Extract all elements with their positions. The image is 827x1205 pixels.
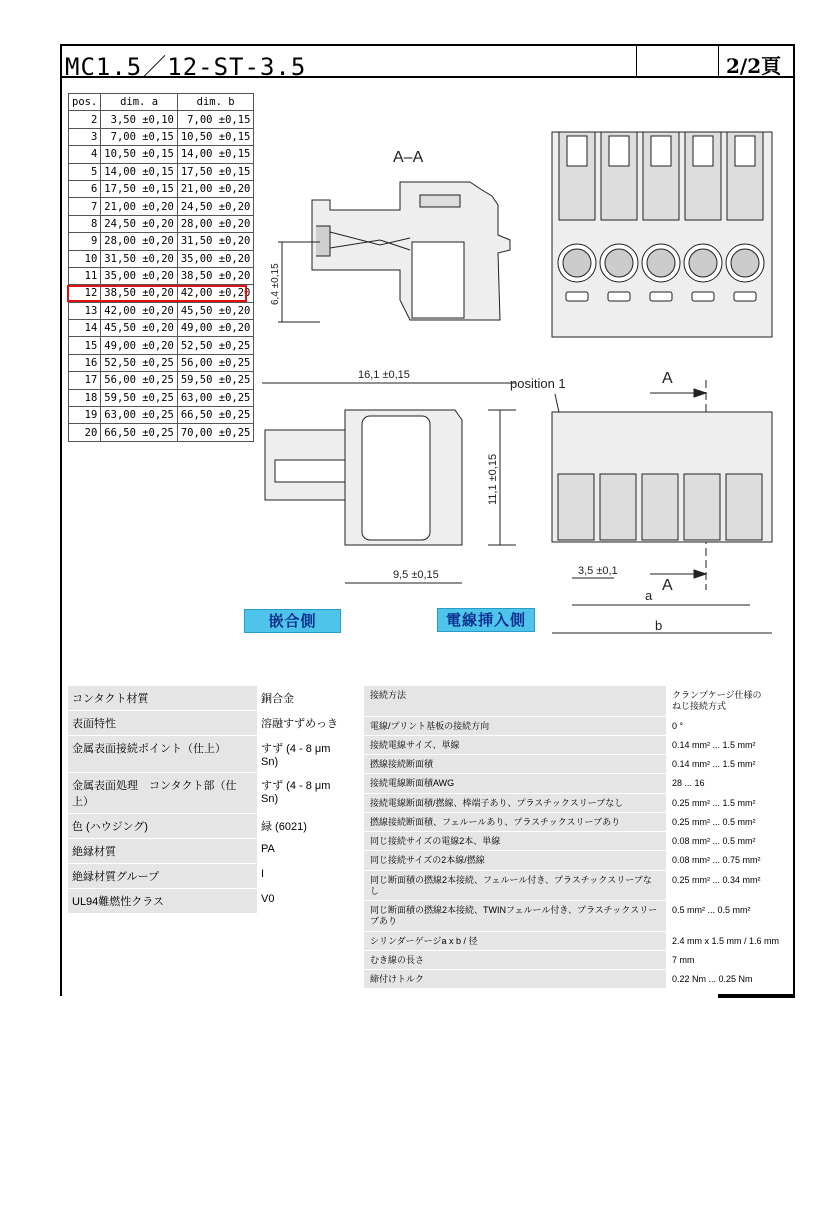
- spec-label: 同じ断面積の撚線2本接続、フェルール付き、プラスチックスリーブなし: [364, 870, 666, 901]
- table-cell: 15: [69, 337, 101, 354]
- table-cell: 4: [69, 146, 101, 163]
- spec-row: [364, 870, 788, 901]
- table-cell: 66,50 ±0,25: [177, 407, 254, 424]
- spec-label: 接続電線断面積/撚線、棒端子あり、プラスチックスリーブなし: [364, 793, 666, 812]
- spec-value: 2.4 mm x 1.5 mm / 1.6 mm: [666, 931, 788, 950]
- table-row: [69, 180, 254, 197]
- spec-value: 0 °: [666, 716, 788, 735]
- section-view: [270, 149, 510, 322]
- spec-value: I: [257, 864, 354, 889]
- spec-value: 0.22 Nm ... 0.25 Nm: [666, 970, 788, 989]
- table-row: [69, 302, 254, 319]
- length-dim: 16,1 ±0,15: [358, 369, 410, 381]
- table-cell: 28,00 ±0,20: [101, 233, 178, 250]
- spec-row: [364, 755, 788, 774]
- connection-spec-table: [364, 686, 788, 989]
- table-cell: 20: [69, 424, 101, 441]
- spec-label: むき線の長さ: [364, 950, 666, 969]
- table-cell: 24,50 ±0,20: [177, 198, 254, 215]
- spec-row: [364, 970, 788, 989]
- table-cell: 19: [69, 407, 101, 424]
- table-cell: 8: [69, 215, 101, 232]
- table-cell: 52,50 ±0,25: [101, 354, 178, 371]
- table-cell: 31,50 ±0,20: [101, 250, 178, 267]
- frame-left-rule: [60, 44, 62, 996]
- table-cell: 11: [69, 267, 101, 284]
- table-cell: 21,00 ±0,20: [101, 198, 178, 215]
- spec-row: [364, 901, 788, 932]
- table-row: [69, 233, 254, 250]
- spec-label: 電線/プリント基板の接続方向: [364, 716, 666, 735]
- table-cell: 66,50 ±0,25: [101, 424, 178, 441]
- table-cell: 63,00 ±0,25: [101, 407, 178, 424]
- table-cell: 38,50 ±0,20: [177, 267, 254, 284]
- table-cell: 35,00 ±0,20: [177, 250, 254, 267]
- front-view: [552, 132, 772, 337]
- technical-drawing: [250, 120, 795, 640]
- table-cell: 14,00 ±0,15: [101, 163, 178, 180]
- table-cell: 63,00 ±0,25: [177, 389, 254, 406]
- spec-value: クランプケージ仕様の ねじ接続方式: [666, 686, 788, 716]
- spec-value: 7 mm: [666, 950, 788, 969]
- spec-label: 金属表面処理 コンタクト部（仕上）: [68, 773, 257, 814]
- spec-label: 表面特性: [68, 711, 257, 736]
- spec-row: [364, 716, 788, 735]
- header-separator: [636, 44, 637, 78]
- spec-label: シリンダーゲージa x b / 径: [364, 931, 666, 950]
- spec-row: [68, 864, 354, 889]
- height-dim: 11,1 ±0,15: [487, 453, 499, 505]
- spec-row: [364, 774, 788, 793]
- table-row: [69, 354, 254, 371]
- spec-label: 接続電線断面積AWG: [364, 774, 666, 793]
- spec-row: [68, 839, 354, 864]
- column-header: dim. b: [177, 94, 254, 111]
- plan-view: [510, 370, 772, 633]
- spec-row: [364, 686, 788, 716]
- table-cell: 10,50 ±0,15: [177, 128, 254, 145]
- frame-top-rule: [60, 44, 795, 46]
- table-row: [69, 337, 254, 354]
- pitch-dim: 3,5 ±0,1: [578, 565, 618, 577]
- column-header: dim. a: [101, 94, 178, 111]
- spec-row: [364, 793, 788, 812]
- table-cell: 38,50 ±0,20: [101, 285, 178, 302]
- table-row: [69, 215, 254, 232]
- dim-a-label: a: [645, 588, 653, 603]
- side-view: [262, 369, 516, 583]
- spec-label: 同じ接続サイズの2本線/撚線: [364, 851, 666, 870]
- table-cell: 31,50 ±0,20: [177, 233, 254, 250]
- mating-side-button[interactable]: 嵌合側: [244, 609, 341, 633]
- spec-label: 接続方法: [364, 686, 666, 716]
- table-cell: 6: [69, 180, 101, 197]
- table-cell: 5: [69, 163, 101, 180]
- spec-row: [364, 812, 788, 831]
- table-cell: 59,50 ±0,25: [177, 372, 254, 389]
- spec-label: 金属表面接続ポイント（仕上）: [68, 736, 257, 773]
- table-cell: 13: [69, 302, 101, 319]
- position-label: position 1: [510, 376, 566, 391]
- section-label: A–A: [393, 149, 424, 166]
- spec-value: 0.5 mm² ... 0.5 mm²: [666, 901, 788, 932]
- table-cell: 42,00 ±0,20: [177, 285, 254, 302]
- table-cell: 9: [69, 233, 101, 250]
- table-cell: 3: [69, 128, 101, 145]
- spec-row: [68, 889, 354, 914]
- table-cell: 7,00 ±0,15: [101, 128, 178, 145]
- spec-row: [68, 773, 354, 814]
- dimension-table-body: [69, 111, 254, 441]
- spec-row: [364, 851, 788, 870]
- cut-label-bottom: A: [662, 577, 673, 594]
- table-cell: 45,50 ±0,20: [101, 320, 178, 337]
- dim-b-label: b: [655, 618, 663, 633]
- table-cell: 17: [69, 372, 101, 389]
- table-cell: 70,00 ±0,25: [177, 424, 254, 441]
- table-cell: 52,50 ±0,25: [177, 337, 254, 354]
- spec-label: 絶縁材質: [68, 839, 257, 864]
- page-indicator: 2/2頁: [726, 54, 782, 78]
- spec-label: 撚線接続断面積: [364, 755, 666, 774]
- table-row: [69, 250, 254, 267]
- spec-row: [68, 711, 354, 736]
- table-row: [69, 146, 254, 163]
- spec-row: [364, 735, 788, 754]
- spec-value: 緑 (6021): [257, 814, 354, 839]
- spec-value: PA: [257, 839, 354, 864]
- table-cell: 12: [69, 285, 101, 302]
- spec-row: [68, 686, 354, 711]
- spec-value: 0.14 mm² ... 1.5 mm²: [666, 735, 788, 754]
- table-cell: 56,00 ±0,25: [101, 372, 178, 389]
- depth-dim: 9,5 ±0,15: [393, 569, 439, 581]
- dimension-table: [68, 93, 254, 442]
- table-cell: 3,50 ±0,10: [101, 111, 178, 128]
- spec-label: 絶縁材質グループ: [68, 864, 257, 889]
- spec-label: UL94難燃性クラス: [68, 889, 257, 914]
- spec-value: 溶融すずめっき: [257, 711, 354, 736]
- spec-value: V0: [257, 889, 354, 914]
- table-row: [69, 372, 254, 389]
- table-cell: 2: [69, 111, 101, 128]
- spec-value: すず (4 - 8 μm Sn): [257, 773, 354, 814]
- spec-row: [364, 950, 788, 969]
- spec-value: 銅合金: [257, 686, 354, 711]
- spec-row: [364, 832, 788, 851]
- table-row: [69, 424, 254, 441]
- table-cell: 24,50 ±0,20: [101, 215, 178, 232]
- material-spec-table: [68, 686, 354, 914]
- table-cell: 45,50 ±0,20: [177, 302, 254, 319]
- table-cell: 18: [69, 389, 101, 406]
- table-cell: 21,00 ±0,20: [177, 180, 254, 197]
- table-cell: 28,00 ±0,20: [177, 215, 254, 232]
- spec-row: [68, 736, 354, 773]
- spec-label: 接続電線サイズ、単線: [364, 735, 666, 754]
- spec-value: すず (4 - 8 μm Sn): [257, 736, 354, 773]
- table-cell: 49,00 ±0,20: [177, 320, 254, 337]
- table-cell: 59,50 ±0,25: [101, 389, 178, 406]
- spec-value: 0.25 mm² ... 0.34 mm²: [666, 870, 788, 901]
- table-row: [69, 111, 254, 128]
- table-cell: 17,50 ±0,15: [101, 180, 178, 197]
- spec-label: 同じ断面積の撚線2本接続、TWINフェルール付き、プラスチックスリーブあり: [364, 901, 666, 932]
- table-row: [69, 267, 254, 284]
- table-row: [69, 407, 254, 424]
- table-row: [69, 320, 254, 337]
- spec-row: [364, 931, 788, 950]
- table-row: [69, 128, 254, 145]
- spec-value: 0.08 mm² ... 0.75 mm²: [666, 851, 788, 870]
- table-cell: 7,00 ±0,15: [177, 111, 254, 128]
- spec-label: コンタクト材質: [68, 686, 257, 711]
- column-header: pos.: [69, 94, 101, 111]
- spec-row: [68, 814, 354, 839]
- spec-value: 0.25 mm² ... 0.5 mm²: [666, 812, 788, 831]
- table-cell: 14: [69, 320, 101, 337]
- table-cell: 17,50 ±0,15: [177, 163, 254, 180]
- table-row: [69, 389, 254, 406]
- table-cell: 10,50 ±0,15: [101, 146, 178, 163]
- spec-label: 色 (ハウジング): [68, 814, 257, 839]
- table-cell: 42,00 ±0,20: [101, 302, 178, 319]
- header-separator: [718, 44, 719, 78]
- table-cell: 49,00 ±0,20: [101, 337, 178, 354]
- section-height-dim: 6,4 ±0,15: [270, 263, 281, 305]
- spec-value: 0.14 mm² ... 1.5 mm²: [666, 755, 788, 774]
- spec-label: 同じ接続サイズの電線2本、単線: [364, 832, 666, 851]
- highlight-row-marker: [67, 285, 247, 302]
- table-row: [69, 163, 254, 180]
- spec-value: 28 ... 16: [666, 774, 788, 793]
- table-cell: 16: [69, 354, 101, 371]
- table-row: [69, 198, 254, 215]
- spec-value: 0.08 mm² ... 0.5 mm²: [666, 832, 788, 851]
- table-cell: 7: [69, 198, 101, 215]
- spec-label: 撚線接続断面積、フェルールあり、プラスチックスリーブあり: [364, 812, 666, 831]
- wire-entry-side-button[interactable]: 電線挿入側: [437, 608, 535, 632]
- spec-label: 締付けトルク: [364, 970, 666, 989]
- cut-label-top: A: [662, 370, 673, 387]
- table-cell: 10: [69, 250, 101, 267]
- part-number-title: MC1.5／12-ST-3.5: [65, 53, 307, 81]
- table-cell: 35,00 ±0,20: [101, 267, 178, 284]
- frame-bottom-mark: [718, 994, 795, 998]
- table-cell: 56,00 ±0,25: [177, 354, 254, 371]
- spec-value: 0.25 mm² ... 1.5 mm²: [666, 793, 788, 812]
- table-cell: 14,00 ±0,15: [177, 146, 254, 163]
